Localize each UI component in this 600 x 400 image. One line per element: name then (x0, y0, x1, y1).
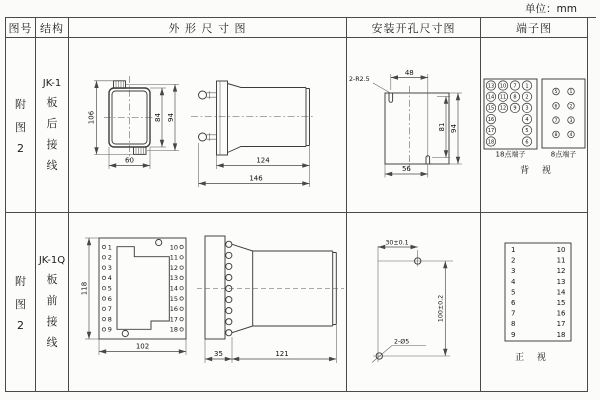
terminal-number: 4 (511, 277, 516, 286)
terminal-number: 15 (487, 105, 495, 112)
fig-char: 2 (17, 318, 24, 332)
terminal-number: 8 (107, 315, 112, 324)
terminal-number: 1 (525, 83, 529, 90)
terminal-number: 12 (499, 105, 507, 112)
row1-fig-no (6, 38, 36, 213)
front-view-label: 正 视 (515, 353, 551, 363)
dim-81: 81 (438, 122, 446, 132)
terminal-number: 18 (169, 325, 178, 334)
terminal-number: 12 (169, 263, 178, 272)
dim-146: 146 (249, 174, 263, 183)
structure-char: 板 (46, 95, 58, 109)
dim-121: 121 (275, 350, 289, 358)
terminal-number: 17 (556, 320, 566, 329)
terminal-number: 9 (107, 325, 112, 334)
header-terminal-diagram: 端子图 (481, 18, 587, 38)
terminal-number: 7 (554, 118, 558, 124)
terminal-number: 8 (554, 133, 558, 139)
terminal-number: 1 (569, 90, 573, 96)
dim-84: 84 (154, 113, 162, 122)
structure-char: 线 (46, 335, 58, 349)
terminal-table (505, 243, 571, 341)
jk1-cutout-dims (349, 69, 462, 178)
terminal-number: 17 (169, 315, 178, 324)
model-label: JK-1Q (38, 254, 66, 266)
terminal-number: 2 (107, 253, 112, 262)
jk1q-front-view (99, 238, 186, 339)
terminal-number: 14 (487, 94, 495, 101)
dim-35: 35 (214, 350, 223, 358)
terminal-number: 6 (107, 294, 112, 303)
terminal-number: 13 (556, 277, 566, 286)
terminal-block-18 (484, 79, 537, 159)
row1-install-drawing (347, 38, 481, 213)
structure-char: 接 (46, 137, 58, 151)
dim-106: 106 (87, 110, 96, 125)
structure-char: 接 (46, 314, 58, 328)
rear-view-label: 背 视 (520, 166, 556, 176)
jk1-end-view (104, 76, 155, 160)
dim-30: 30±0.1 (385, 239, 409, 247)
holes-label: 2-Ø5 (394, 338, 410, 346)
terminal-number: 3 (525, 105, 529, 112)
dim-100: 100±0.2 (437, 294, 445, 323)
header-structure: 结构 (36, 18, 69, 38)
terminal-screw (199, 133, 217, 141)
terminal-number: 18 (556, 330, 566, 339)
dim-102: 102 (135, 342, 150, 351)
terminal-number: 7 (513, 83, 517, 90)
structure-char: 线 (46, 158, 58, 172)
terminal-number: 4 (107, 274, 112, 283)
dim-56: 56 (401, 165, 411, 173)
fig-char: 附 (15, 274, 26, 288)
jk1-cutout-svg (347, 38, 480, 212)
terminal-number: 16 (169, 305, 178, 314)
jk1-end-view-dims (88, 81, 180, 169)
jk1q-outline-svg (69, 213, 346, 391)
spec-table (5, 17, 588, 392)
terminal-number: 6 (525, 139, 529, 146)
block18-label: 18点端子 (495, 150, 526, 159)
terminal-number: 14 (556, 288, 566, 297)
terminal-number: 7 (107, 305, 112, 314)
terminal-number: 15 (556, 299, 566, 307)
terminal-number: 12 (556, 267, 566, 276)
header-outline-dims: 外 形 尺 寸 图 (69, 18, 347, 38)
terminal-number: 10 (169, 243, 178, 252)
row1-terminal-diagram (481, 38, 587, 213)
terminal-number: 4 (525, 116, 529, 123)
terminal-number: 10 (556, 246, 566, 254)
terminal-number: 6 (554, 104, 558, 110)
dim-94: 94 (167, 113, 175, 122)
terminal-number: 11 (169, 253, 178, 262)
terminal-number: 7 (511, 309, 516, 318)
terminal-number: 4 (569, 133, 573, 139)
terminal-number: 16 (487, 116, 495, 123)
terminal-number: 5 (511, 288, 516, 297)
jk1-outline-svg (69, 38, 346, 212)
terminal-number: 6 (511, 299, 516, 307)
front-terminals-left (102, 243, 112, 333)
terminal-number: 3 (569, 118, 573, 124)
structure-char: 后 (46, 116, 58, 130)
dim-60: 60 (125, 156, 134, 165)
jk1q-holes-dims (372, 240, 445, 363)
terminal-number: 2 (511, 256, 516, 265)
terminal-number: 11 (556, 256, 566, 265)
row1-outline-drawing (69, 38, 347, 213)
terminal-number: 8 (513, 94, 517, 101)
dim-94b: 94 (450, 124, 458, 133)
row2-structure (36, 213, 69, 391)
terminal-number: 11 (499, 94, 507, 101)
jk1q-side-view (197, 236, 344, 339)
terminal-number: 17 (487, 128, 495, 135)
dim-118: 118 (80, 281, 89, 296)
front-terminals-right (170, 243, 184, 333)
model-label: JK-1 (42, 77, 62, 89)
slot-radius-label: 2-R2.5 (349, 76, 370, 83)
terminal-number: 5 (107, 284, 112, 293)
terminal-number: 14 (169, 284, 178, 293)
unit-label: 单位：mm (506, 1, 596, 18)
terminal-number: 2 (525, 94, 529, 101)
fig-char: 图 (15, 120, 26, 134)
terminal-number: 9 (513, 105, 517, 112)
jk1q-terminals-svg (481, 213, 587, 391)
row1-structure (36, 38, 69, 213)
terminal-number: 18 (487, 139, 495, 146)
terminal-number: 10 (499, 83, 507, 90)
terminal-number: 9 (511, 330, 516, 339)
row2-install-drawing (347, 213, 481, 391)
terminal-number: 15 (169, 294, 178, 303)
jk1-terminals-svg (481, 38, 587, 212)
header-fig-no: 图号 (6, 18, 36, 38)
terminal-number: 8 (511, 320, 516, 329)
header-install-dims: 安装开孔尺寸图 (347, 18, 481, 38)
terminal-number: 3 (107, 263, 112, 272)
row2-terminal-diagram (481, 213, 587, 391)
terminal-block-8 (542, 79, 585, 159)
terminal-number: 2 (569, 104, 573, 110)
dim-48: 48 (404, 69, 414, 77)
row2-outline-drawing (69, 213, 347, 391)
terminal-number: 16 (556, 309, 566, 318)
terminal-number: 3 (511, 267, 516, 276)
structure-char: 板 (46, 272, 58, 286)
terminal-number: 1 (511, 246, 516, 254)
jk1-side-view-dims (199, 143, 310, 187)
jk1q-holes-svg (347, 213, 480, 391)
block8-label: 8点端子 (550, 150, 577, 159)
terminal-number: 13 (487, 83, 495, 90)
jk1-side-view (191, 81, 315, 155)
terminal-number: 5 (525, 128, 529, 135)
terminal-screw (199, 91, 217, 99)
fig-char: 附 (15, 97, 26, 111)
structure-char: 前 (46, 293, 58, 307)
fig-char: 2 (17, 141, 24, 155)
terminal-number: 1 (107, 243, 112, 252)
fig-char: 图 (15, 297, 26, 311)
terminal-number: 13 (169, 274, 178, 283)
row2-fig-no (6, 213, 36, 391)
terminal-number: 5 (554, 90, 558, 96)
dim-124: 124 (256, 156, 270, 165)
